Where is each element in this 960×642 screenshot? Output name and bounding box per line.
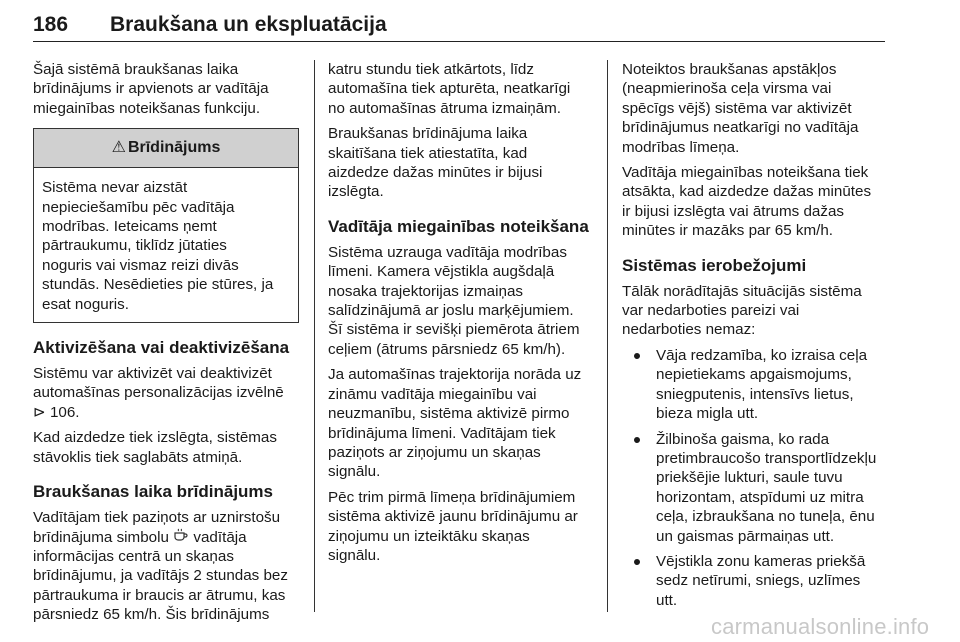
text-line: un gaismas pārmaiņas utt. [656, 527, 835, 545]
paragraph [33, 364, 299, 422]
text-line: zināmu vadītāja miegainību vai [328, 385, 537, 403]
text-line: aizdedze dažas minūtes ir bijusi [328, 164, 543, 182]
text-line: brīdinājums ir apvienots ar vadītāja [33, 80, 269, 98]
text-line: utt. [656, 591, 678, 609]
column-1 [33, 60, 299, 631]
text-line: Ja automašīnas trajektorija norāda uz [328, 366, 582, 384]
paragraph [328, 124, 596, 202]
text-line: automašīnas personalizācijas izvēlnē [33, 384, 284, 402]
text-line: (neapmierinoša ceļa virsma vai [622, 80, 832, 98]
text-line: Tālāk norādītajās situācijās sistēma [622, 282, 862, 300]
text-line: izslēgta. [328, 183, 384, 201]
site-watermark: carmanualsonline.info [711, 614, 930, 639]
text-line: atsākta, kad aizdedze dažas minūtes [622, 183, 872, 201]
section-heading: Aktivizēšana vai deaktivizēšana [33, 338, 290, 358]
column-3 [622, 60, 890, 616]
text-line: līmeni. Kamera vējstikla augšdaļā [328, 263, 555, 281]
text-line: miegainības noteikšanas funkciju. [33, 99, 261, 117]
text-line: stundās. Nesēdieties pie stūres, ja [42, 276, 274, 294]
text-line: Kad aizdedze tiek izslēgta, sistēmas [33, 429, 277, 447]
text-line: neuzmanību, sistēma aktivizē pirmo [328, 405, 570, 423]
text-line: pretimbraucošo transportlīdzekļu [656, 449, 877, 467]
text-line: esat noguris. [42, 295, 129, 313]
paragraph [33, 428, 299, 467]
text-line: Sistēma nevar aizstāt [42, 179, 188, 197]
paragraph [33, 508, 299, 624]
text-line: nepietiekams apgaismojums, [656, 366, 852, 384]
text-line: Noteiktos braukšanas apstākļos [622, 61, 837, 78]
text-line: pārtraukumu, tiklīdz jūtaties [42, 237, 227, 255]
paragraph [328, 488, 596, 566]
section-heading: Vadītāja miegainības noteikšana [328, 216, 589, 236]
text-line: noguris vai vismaz reizi divās [42, 256, 239, 274]
text-line: brīdinājuma simbolu [33, 528, 169, 546]
text-line: spēcīgs vējš) sistēma var aktivizēt [622, 99, 852, 117]
text-line: stāvoklis tiek saglabāts atmiņā. [33, 448, 243, 466]
page-reference-arrow-icon: ⊳ [33, 403, 46, 421]
column-divider [314, 60, 315, 612]
paragraph [328, 243, 596, 359]
page-reference-link[interactable]: 106. [49, 403, 80, 421]
text-line: signālu. [328, 463, 381, 481]
paragraph [622, 60, 890, 157]
text-line: horizontam, atspīdumi uz mitra [656, 488, 864, 506]
text-line: Šajā sistēmā braukšanas laika [33, 61, 239, 78]
page-header [33, 12, 885, 42]
text-line: sniegputenis, intensīvs lietus, [656, 385, 854, 403]
text-line: nepieciešamību pēc vadītāja [42, 198, 235, 216]
text-line: sistēma aktivizē jaunu brīdinājumu ar [328, 508, 578, 526]
text-line: no automašīnas ātruma izmaiņām. [328, 99, 561, 117]
text-line: signālu. [328, 546, 381, 564]
text-line: priekšējie lukturi, saule tuvu [656, 469, 843, 487]
text-line: brīdinājumus neatkarīgi no vadītāja [622, 119, 859, 137]
text-line: Pēc trim pirmā līmeņa brīdinājumiem [328, 488, 576, 506]
text-line: automašīna tiek apturēta, neatkarīgi [328, 80, 571, 98]
text-line: modrības. Ieteicams ņemt [42, 218, 217, 236]
warning-body [34, 168, 298, 322]
paragraph [622, 163, 890, 241]
text-line: bieza migla utt. [656, 405, 759, 423]
text-line: nedarboties nemaz: [622, 321, 756, 339]
text-line: Žilbinoša gaisma, ko rada [656, 430, 830, 448]
text-line: Šī sistēma ir sevišķi piemērota ātriem [328, 321, 580, 339]
list-item [622, 346, 890, 424]
text-line: vadītāja [193, 528, 247, 546]
section-heading: Braukšanas laika brīdinājums [33, 482, 273, 502]
text-line: ceļiem (ātrums pārsniedz 65 km/h). [328, 340, 566, 358]
text-line: brīdinājuma līmeni. Vadītājam tiek [328, 424, 556, 442]
text-line: salīdzinājumā ar joslu marķējumiem. [328, 302, 574, 320]
paragraph [328, 60, 596, 118]
text-line: pārtraukuma ir braucis ar ātrumu, kas [33, 586, 286, 604]
warning-title: Brīdinājums [127, 139, 221, 157]
text-line: ceļa, izbraukšana no tuneļa, ēnu [656, 508, 875, 526]
text-line: pārsniedz 65 km/h. Šis brīdinājums [33, 606, 270, 624]
text-line: Vadītājam tiek paziņots ar uznirstošu [33, 509, 281, 527]
text-line: informācijas centrā un skaņas [33, 547, 234, 565]
text-line: var nedarboties pareizi vai [622, 302, 800, 320]
warning-header [34, 129, 298, 168]
column-divider [607, 60, 608, 612]
text-line: katru stundu tiek atkārtots, līdz [328, 61, 534, 78]
text-line: Vadītāja miegainības noteikšana tiek [622, 164, 869, 182]
text-line: Sistēmu var aktivizēt vai deaktivizēt [33, 365, 272, 383]
column-2 [328, 60, 596, 571]
intro-paragraph [33, 60, 299, 118]
list-item [622, 552, 890, 610]
text-line: ziņojumu un izteiktāku skaņas [328, 527, 530, 545]
text-line: nosaka trajektorijas izmaiņas [328, 282, 523, 300]
text-line: Vāja redzamība, ko izraisa ceļa [656, 346, 868, 364]
page-number: 186 [33, 13, 69, 36]
page-title: Braukšana un ekspluatācija [110, 13, 387, 36]
text-line: Vējstikla zonu kameras priekšā [656, 552, 866, 570]
text-line: ir bijusi izslēgta vai ātrums dažas [622, 202, 844, 220]
text-line: Braukšanas brīdinājuma laika [328, 125, 528, 143]
text-line: sedz netīrumi, sniegs, uzlīmes [656, 572, 861, 590]
text-line: modrības līmeņa. [622, 138, 740, 156]
text-line: paziņots ar ziņojumu un skaņas [328, 443, 541, 461]
section-heading: Sistēmas ierobežojumi [622, 255, 807, 275]
list-item [622, 430, 890, 546]
paragraph [622, 282, 890, 340]
warning-triangle-icon: ⚠ [111, 139, 126, 157]
text-line: skaitīšana tiek atiestatīta, kad [328, 144, 528, 162]
text-line: Sistēma uzrauga vadītāja modrības [328, 243, 567, 261]
text-line: minūtes ir mazāks par 65 km/h. [622, 222, 834, 240]
paragraph [328, 365, 596, 481]
warning-box [33, 128, 299, 323]
text-line: brīdinājumu, ja vadītājs 2 stundas bez [33, 567, 288, 585]
coffee-cup-icon [173, 528, 189, 547]
limitations-list [622, 346, 890, 610]
